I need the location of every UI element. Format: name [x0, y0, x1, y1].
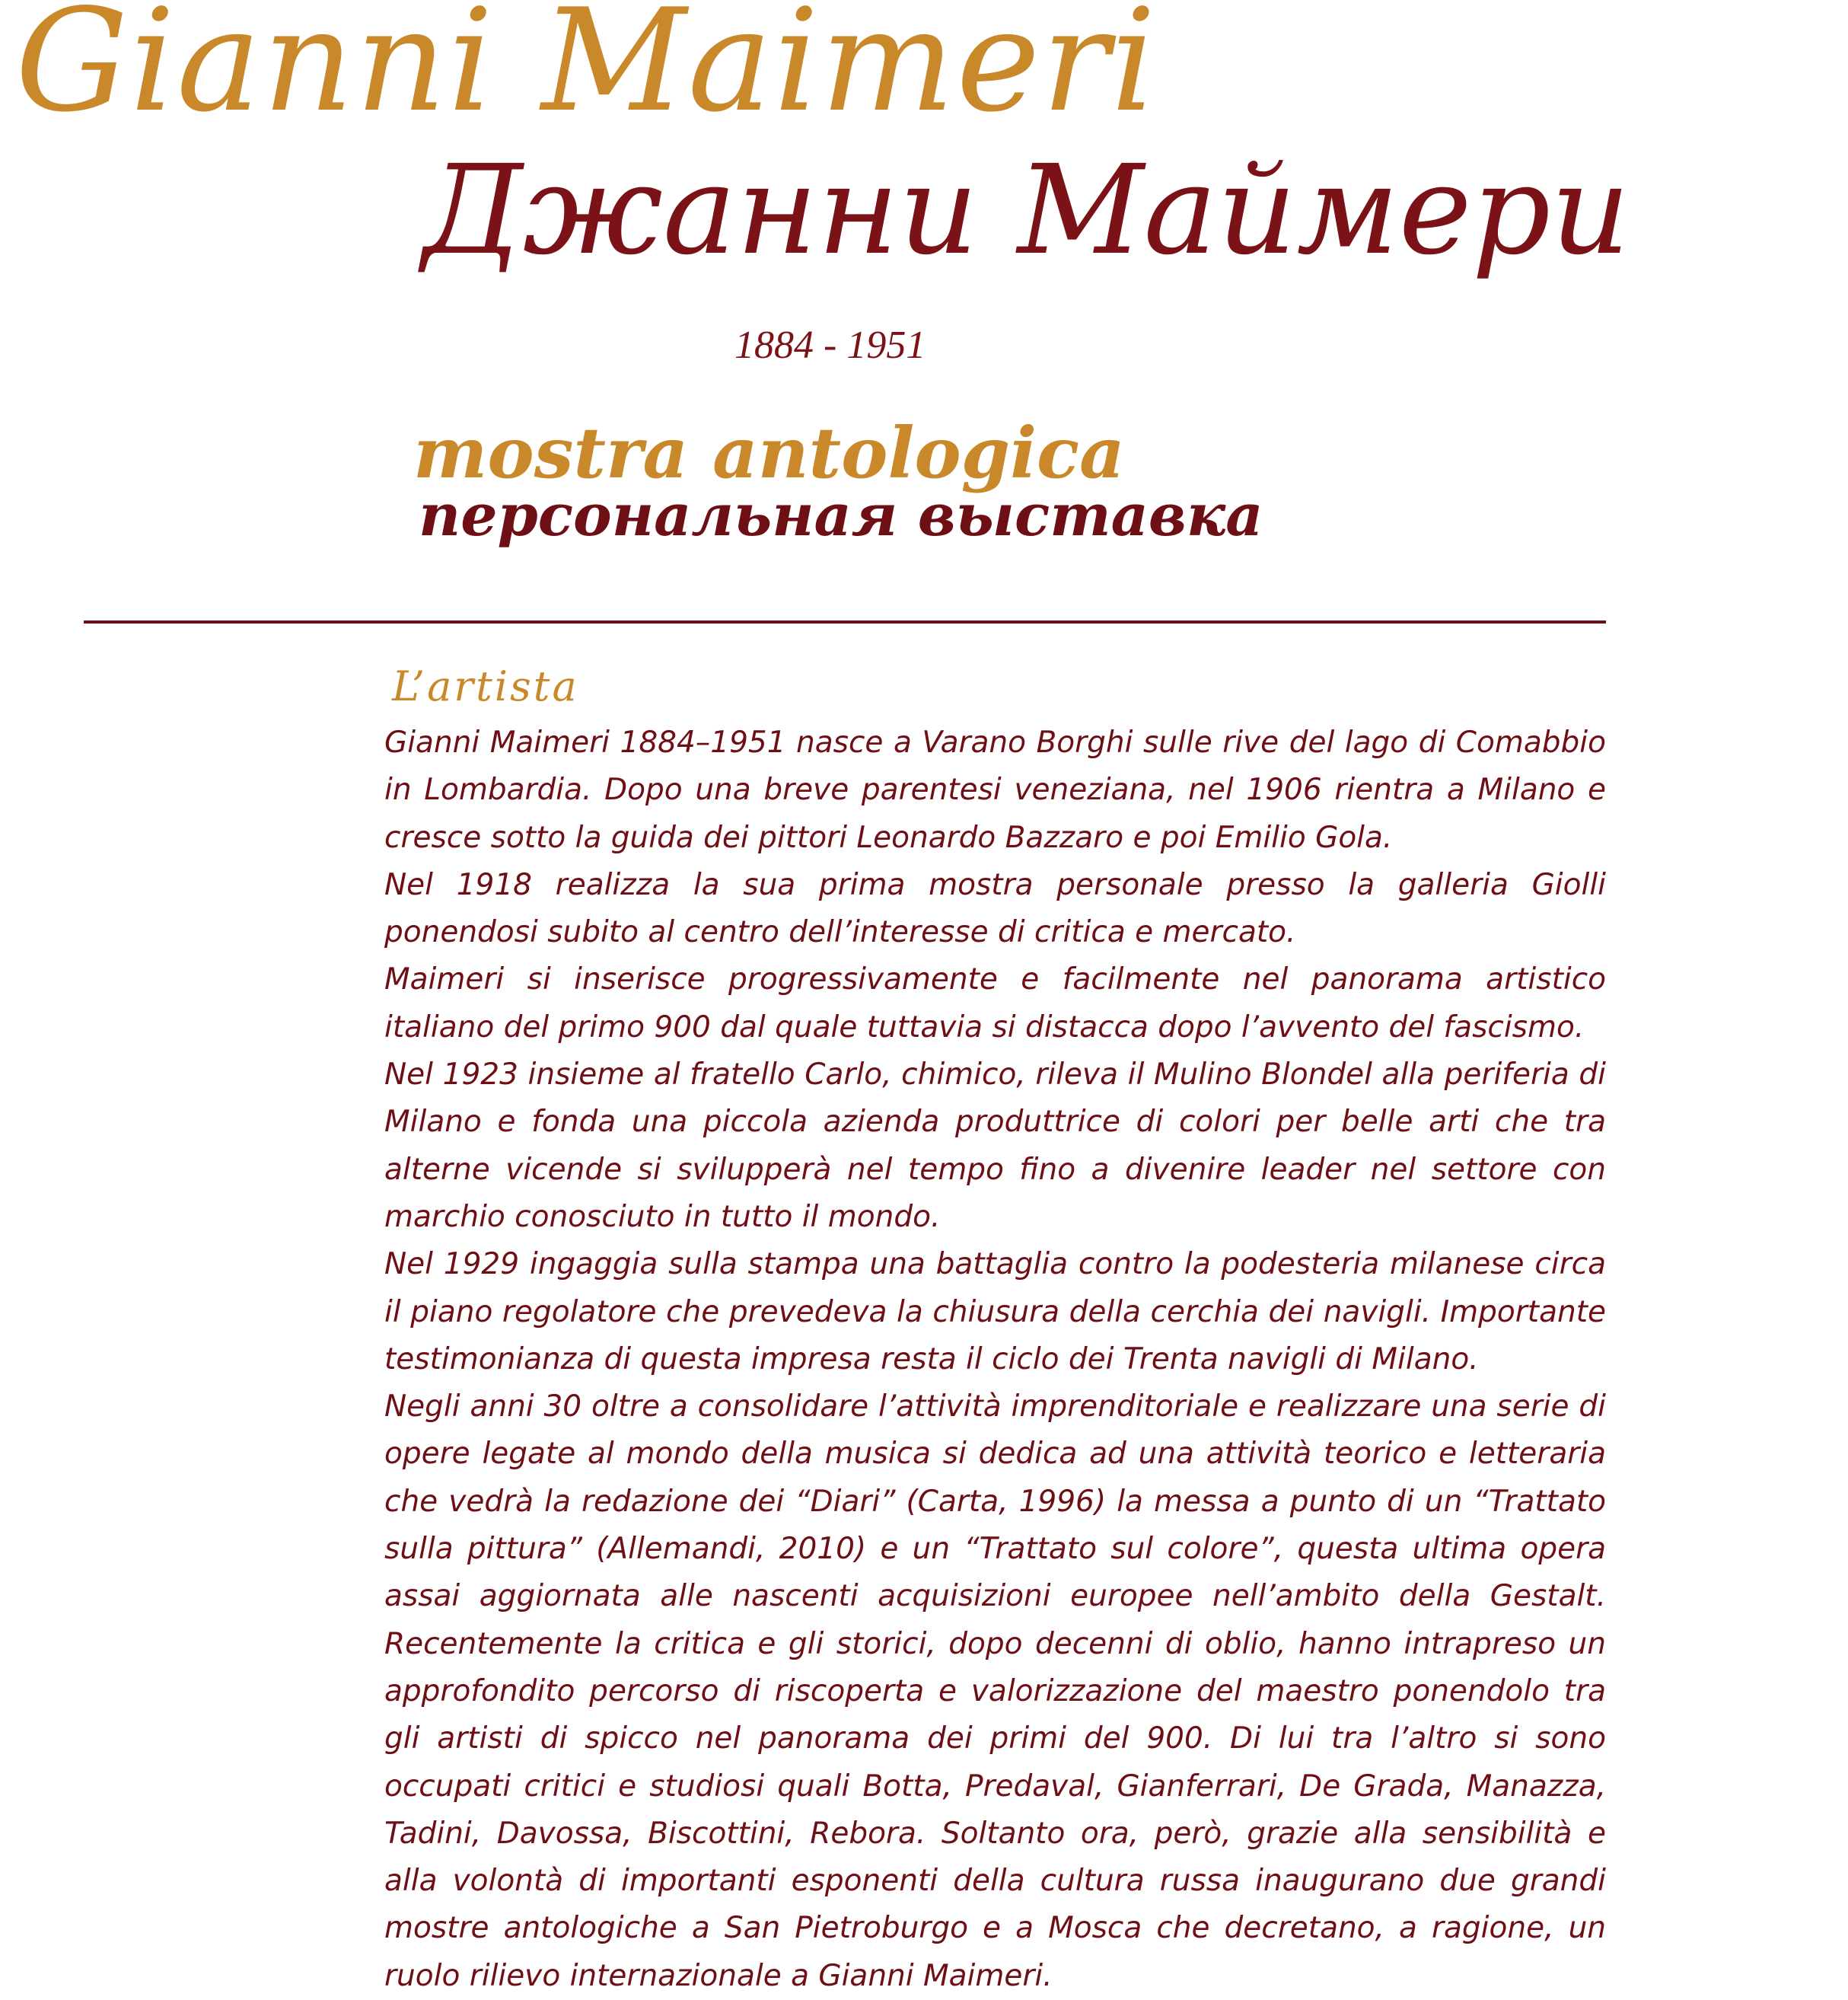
life-years: 1884 - 1951 — [734, 324, 926, 367]
biography-text — [384, 719, 1606, 2000]
bio-paragraph: Nel 1929 ingaggia sulla stampa una battaglia contro la podesteria milanese circa il piano regolatore che prevedeva la chiusura della cerchia dei navigli. Importante testimonianza di questa impresa resta il ciclo dei Trenta navigli di Milano. — [384, 1247, 1606, 1376]
bio-paragraph: Nel 1918 realizza la sua prima mostra personale presso la galleria Giolli ponendosi subito al centro dell’interesse di critica e mercato. — [384, 867, 1606, 950]
bio-paragraph: Gianni Maimeri 1884–1951 nasce a Varano Borghi sulle rive del lago di Comabbio in Lombardia. Dopo una breve parentesi veneziana, nel 1906 rientra a Milano e cresce sotto la guida dei pittori Leonardo Bazzaro e poi Emilio Gola. — [384, 726, 1606, 855]
title-italian: Gianni Maimeri — [15, 0, 1158, 143]
horizontal-divider — [84, 620, 1606, 624]
bio-paragraph: Maimeri si inserisce progressivamente e facilmente nel panorama artistico italiano del primo 900 dal quale tuttavia si distacca dopo l’avvento del fascismo. — [384, 962, 1606, 1045]
bio-paragraph: Nel 1923 insieme al fratello Carlo, chimico, rileva il Mulino Blondel alla periferia di Milano e fonda una piccola azienda produttrice di colori per belle arti che tra alterne vicende si svilupperà nel tempo fino a divenire leader nel settore con marchio conosciuto in tutto il mondo. — [384, 1057, 1606, 1234]
bio-paragraph: Negli anni 30 oltre a consolidare l’attività imprenditoriale e realizzare una serie di opere legate al mondo della musica si dedica ad una attività teorico e letteraria che vedrà la redazione dei “Diari” (Carta, 1996) la messa a punto di un “Trattato sulla pittura” (Allemandi, 2010) e un “Trattato sul colore”, questa ultima opera assai aggiornata alle nascenti acquisizioni europee nell’ambito della Gestalt. Recentemente la critica e gli storici, dopo decenni di oblio, hanno intrapreso un approfondito percorso di riscoperta e valorizzazione del maestro ponendolo tra gli artisti di spicco nel panorama dei primi del 900. Di lui tra l’altro si sono occupati critici e studiosi quali Botta, Predaval, Gianferrari, De Grada, Manazza, Tadini, Davossa, Biscottini, Rebora. Soltanto ora, però, grazie alla sensibilità e alla volontà di importanti esponenti della cultura russa inaugurano due grandi mostre antologiche a San Pietroburgo e a Mosca che decretano, a ragione, un ruolo rilievo internazionale a Gianni Maimeri. — [384, 1389, 1606, 1993]
title-russian: Джанни Маймери — [422, 139, 1630, 282]
exhibition-title-italian: mostra antologica — [413, 412, 1125, 494]
exhibition-title-russian: персональная выставка — [419, 481, 1263, 549]
section-heading-artist: L’artista — [392, 662, 579, 710]
